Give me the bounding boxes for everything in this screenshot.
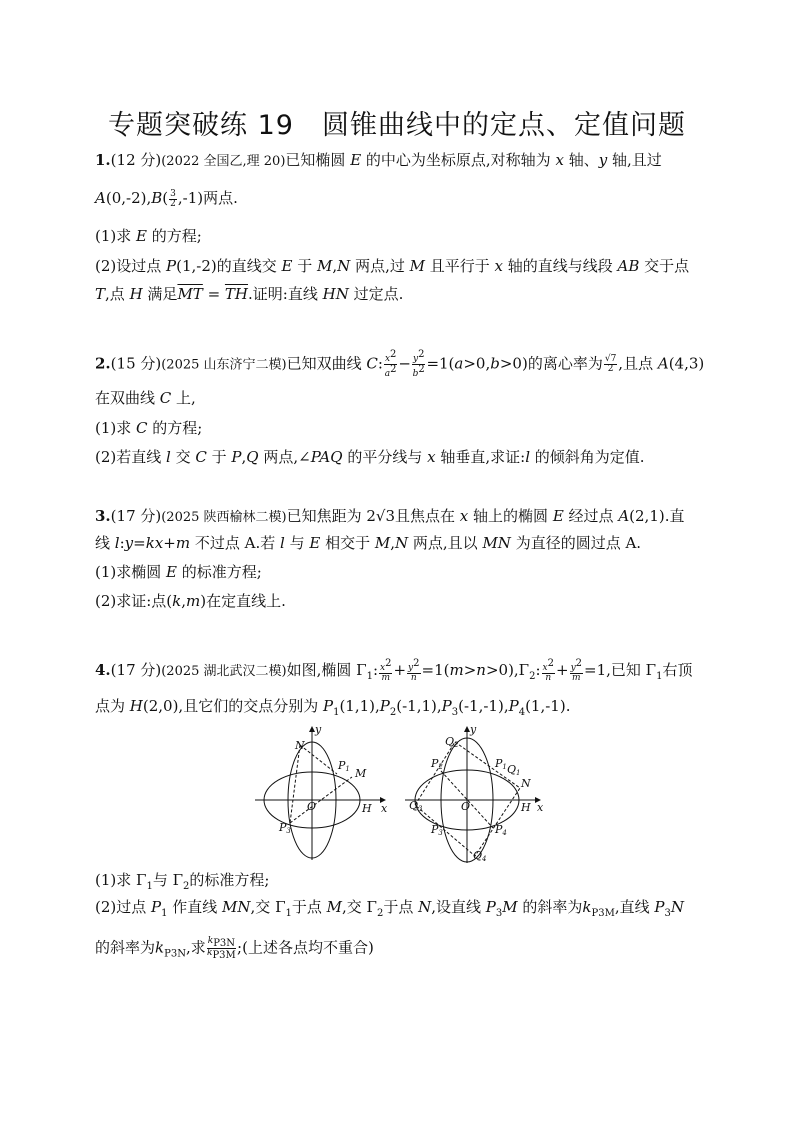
figure-right: [405, 727, 540, 863]
svg-text:H: H: [521, 801, 531, 814]
problem-1-q1: (1)求 E 的方程;: [95, 227, 202, 245]
svg-text:y: y: [315, 725, 322, 736]
problem-2-line-2: 在双曲线 C 上,: [95, 389, 196, 407]
ellipse-figure: [255, 725, 545, 865]
problem-1-line-2: A(0,-2),B( $\frac{3}{2}$ ,-1)两点.: [95, 188, 238, 209]
problem-3-line-1: 3.(17 分)(2025 陕西榆林二模)已知焦距为 2√3且焦点在 x 轴上的椭圆 E 经过点 A(2,1).直: [95, 507, 685, 525]
problem-4-q1: (1)求 $\Gamma_1$与 $\Gamma_2$的标准方程;: [95, 871, 270, 892]
svg-text:O: O: [307, 800, 317, 813]
problem-2-line-1: 2.(15 分)(2025 山东济宁二模)已知双曲线 C: $\frac{x^2}{a^2}$ − $\frac{y^2}{b^2}$ =1(a>0,b>0)的离心率为 $\frac{√7}{2}$ ,且点 A(4,3): [95, 349, 705, 379]
svg-text:P3: P3: [279, 821, 291, 835]
svg-text:H: H: [362, 802, 372, 815]
figure-left: [255, 727, 385, 860]
svg-text:N: N: [295, 739, 305, 752]
problem-3-line-2: 线 l:y=kx+m 不过点 A.若 l 与 E 相交于 M,N 两点,且以 MN 为直径的圆过点 A.: [95, 534, 642, 552]
problem-2-q1: (1)求 C 的方程;: [95, 419, 203, 437]
svg-text:y: y: [470, 725, 477, 736]
problem-4-q2a: (2)过点 $P_1$ 作直线 MN,交 $\Gamma_1$于点 M,交 $\Gamma_2$于点 N,设直线 $P_3M$ 的斜率为$k_{P3M}$,直线 $P_3N$: [95, 898, 684, 919]
svg-text:x: x: [537, 801, 544, 814]
svg-text:x: x: [381, 802, 388, 815]
problem-4-line-2: 点为 H(2,0),且它们的交点分别为 $P_1(1,1),P_2(-1,1),P_3(-1,-1),P_4(1,-1)$.: [95, 697, 571, 718]
svg-text:P3: P3: [431, 823, 443, 837]
problem-2-q2: (2)若直线 l 交 C 于 P,Q 两点,∠PAQ 的平分线与 x 轴垂直,求证:l 的倾斜角为定值.: [95, 448, 645, 466]
svg-text:P2: P2: [431, 757, 443, 771]
problem-4-line-1: 4.(17 分)(2025 湖北武汉二模)如图,椭圆 $\Gamma_1$: $\frac{x^2}{m}$ + $\frac{y^2}{n}$ $=1(m>n>0),\Gamma_2$: $\frac{x^2}{n}$ + $\frac{y^2}{m}$ =1,已知 $\Gamma_1$右顶: [95, 658, 693, 683]
svg-text:Q2: Q2: [445, 735, 459, 749]
problem-1-q2a: (2)设过点 P(1,-2)的直线交 E 于 M,N 两点,过 M 且平行于 x 轴的直线与线段 AB 交于点: [95, 257, 690, 275]
svg-text:Q3: Q3: [409, 799, 423, 813]
svg-text:P1: P1: [495, 757, 507, 771]
svg-text:P1: P1: [338, 759, 350, 773]
svg-text:Q4: Q4: [473, 849, 487, 863]
svg-text:Q1: Q1: [507, 763, 521, 777]
svg-text:O: O: [461, 800, 471, 813]
problem-3-q1: (1)求椭圆 E 的标准方程;: [95, 563, 262, 581]
problem-1-q2b: T,点 H 满足$\overline{MT} = \overline{TH}$.证明:直线 HN 过定点.: [95, 285, 404, 303]
problem-3-q2: (2)求证:点(k,m)在定直线上.: [95, 592, 286, 610]
svg-text:P4: P4: [495, 823, 507, 837]
problem-1-line-1: 1.(12 分)(2022 全国乙,理 20)已知椭圆 E 的中心为坐标原点,对称轴为 x 轴、y 轴,且过: [95, 151, 662, 169]
page-title: 专题突破练 19 圆锥曲线中的定点、定值问题: [108, 110, 686, 141]
problem-4-q2b: 的斜率为$k_{P3N}$,求 $\frac{k_{P3N}}{k_{P3M}}$ ;(上述各点均不重合): [95, 936, 374, 961]
svg-text:M: M: [355, 767, 367, 780]
svg-text:N: N: [521, 777, 531, 790]
